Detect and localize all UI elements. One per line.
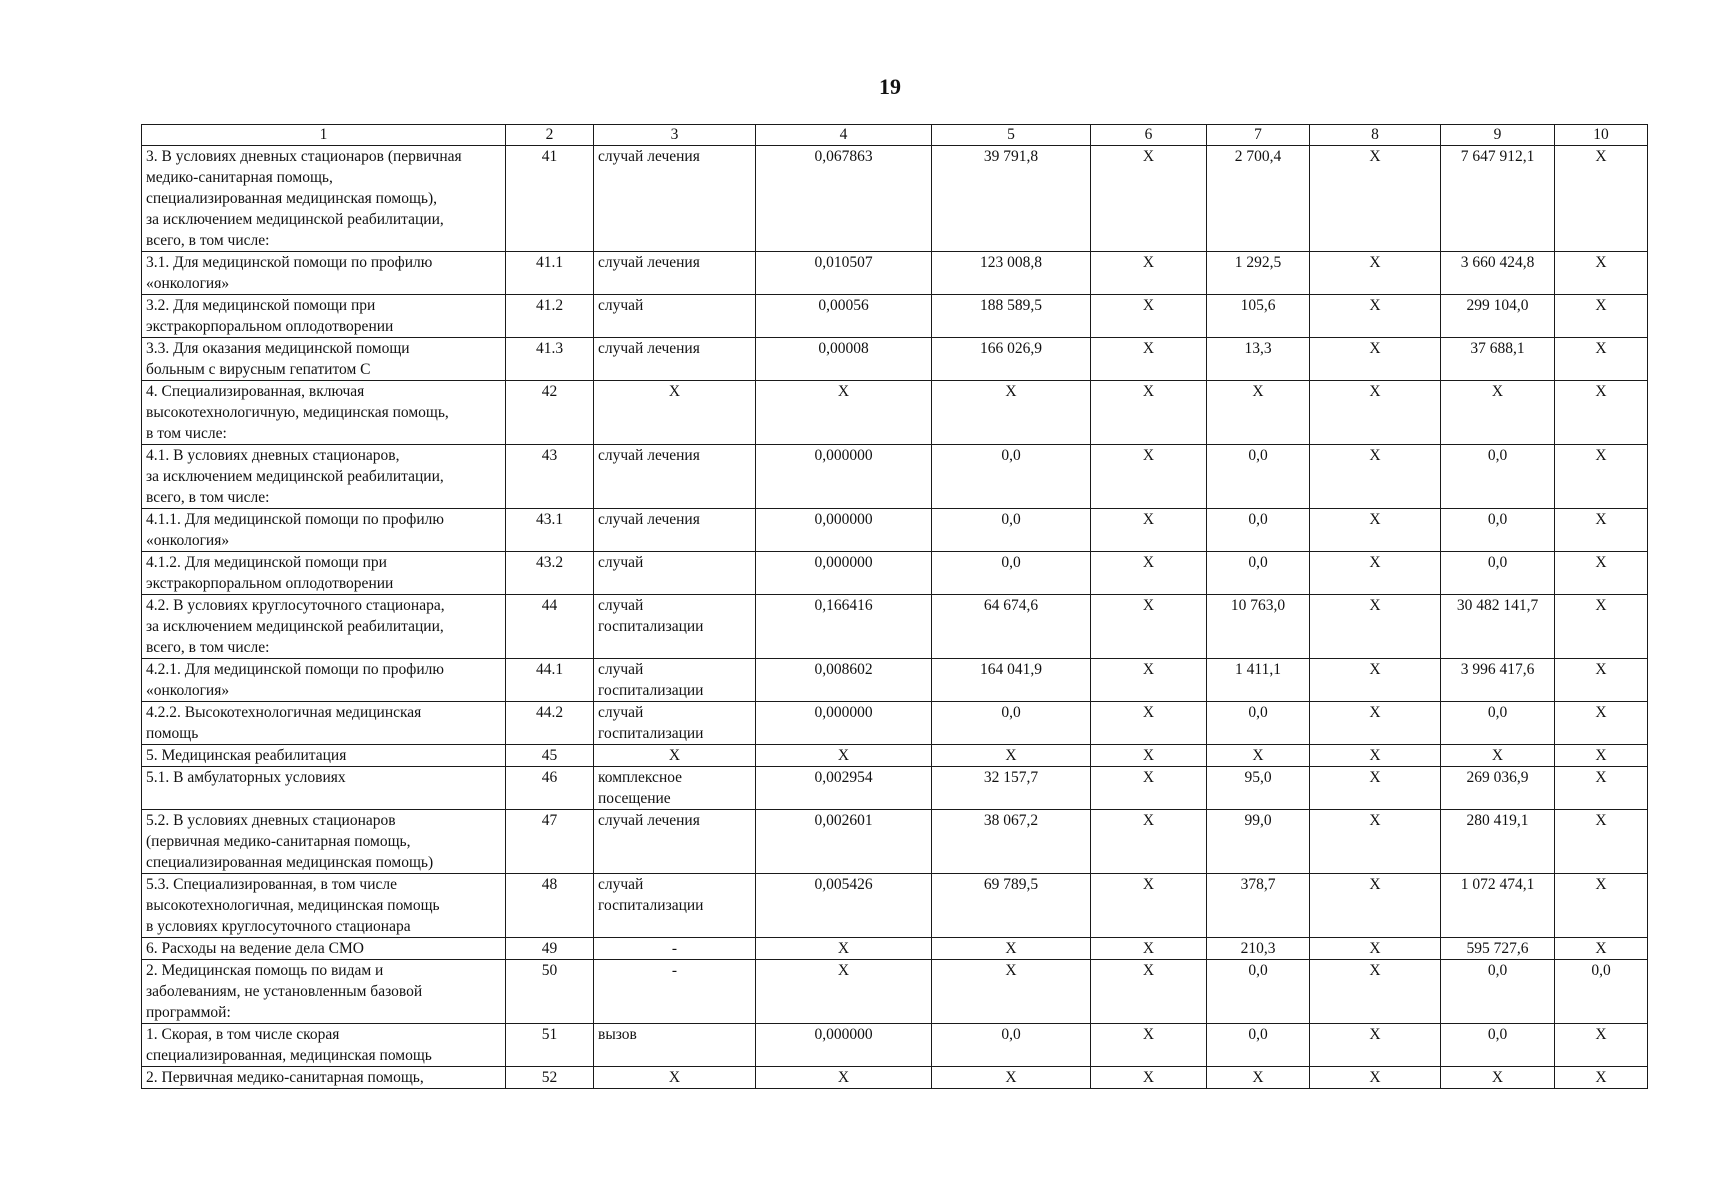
cell-unit: вызов <box>594 1024 756 1067</box>
table-row <box>142 810 1648 874</box>
cell-col-10: X <box>1555 509 1648 552</box>
cell-col-10: X <box>1555 595 1648 659</box>
cell-col-8: X <box>1310 381 1441 445</box>
cell-col-10: X <box>1555 938 1648 960</box>
cell-col-6: X <box>1091 767 1207 810</box>
cell-volume-norm: X <box>756 1067 932 1089</box>
cell-col-9: X <box>1441 381 1555 445</box>
cell-cost-norm: X <box>932 938 1091 960</box>
cell-cost-norm: X <box>932 1067 1091 1089</box>
cell-description: 2. Первичная медико-санитарная помощь, <box>142 1067 506 1089</box>
table-row <box>142 295 1648 338</box>
cell-col-9: X <box>1441 1067 1555 1089</box>
cell-col-7: 0,0 <box>1207 552 1310 595</box>
cell-description: 4.1.2. Для медицинской помощи при экстракорпоральном оплодотворении <box>142 552 506 595</box>
cell-row-code: 46 <box>506 767 594 810</box>
cell-row-code: 50 <box>506 960 594 1024</box>
table-row <box>142 960 1648 1024</box>
cell-col-6: X <box>1091 702 1207 745</box>
table-row <box>142 938 1648 960</box>
cell-col-10: X <box>1555 810 1648 874</box>
cell-col-6: X <box>1091 445 1207 509</box>
cell-unit: случай лечения <box>594 445 756 509</box>
cell-col-7: 1 411,1 <box>1207 659 1310 702</box>
cell-col-7: X <box>1207 381 1310 445</box>
cell-col-6: X <box>1091 146 1207 252</box>
cell-description: 3. В условиях дневных стационаров (первичная медико-санитарная помощь, специализированная медицинская помощь), за исключением медицинской реабилитации, всего, в том числе: <box>142 146 506 252</box>
cell-row-code: 51 <box>506 1024 594 1067</box>
column-header-1: 1 <box>142 125 506 146</box>
cell-col-10: X <box>1555 745 1648 767</box>
cell-col-10: X <box>1555 146 1648 252</box>
cell-volume-norm: 0,166416 <box>756 595 932 659</box>
cell-col-6: X <box>1091 295 1207 338</box>
cell-cost-norm: 38 067,2 <box>932 810 1091 874</box>
cell-row-code: 41.2 <box>506 295 594 338</box>
cell-col-10: X <box>1555 295 1648 338</box>
cell-volume-norm: X <box>756 938 932 960</box>
cell-unit: случай лечения <box>594 146 756 252</box>
cell-cost-norm: 0,0 <box>932 1024 1091 1067</box>
cell-col-6: X <box>1091 960 1207 1024</box>
cell-col-8: X <box>1310 659 1441 702</box>
cell-col-6: X <box>1091 810 1207 874</box>
cell-col-7: 105,6 <box>1207 295 1310 338</box>
cell-col-6: X <box>1091 338 1207 381</box>
cell-col-7: 0,0 <box>1207 445 1310 509</box>
cell-description: 4.2.2. Высокотехнологичная медицинская помощь <box>142 702 506 745</box>
cell-col-7: 378,7 <box>1207 874 1310 938</box>
cell-row-code: 44.2 <box>506 702 594 745</box>
cell-col-9: 0,0 <box>1441 1024 1555 1067</box>
table-row <box>142 509 1648 552</box>
cell-col-9: 0,0 <box>1441 509 1555 552</box>
table-row <box>142 381 1648 445</box>
cell-row-code: 41.1 <box>506 252 594 295</box>
cell-volume-norm: X <box>756 960 932 1024</box>
cell-unit: случай лечения <box>594 810 756 874</box>
cell-description: 4.1. В условиях дневных стационаров, за исключением медицинской реабилитации, всего, в том числе: <box>142 445 506 509</box>
table-row <box>142 338 1648 381</box>
table-row <box>142 1024 1648 1067</box>
cell-col-8: X <box>1310 595 1441 659</box>
cell-col-9: 0,0 <box>1441 552 1555 595</box>
cell-row-code: 43.2 <box>506 552 594 595</box>
cell-unit: случай госпитализации <box>594 702 756 745</box>
cell-col-10: X <box>1555 767 1648 810</box>
cell-description: 5.1. В амбулаторных условиях <box>142 767 506 810</box>
cell-description: 5. Медицинская реабилитация <box>142 745 506 767</box>
cell-volume-norm: 0,067863 <box>756 146 932 252</box>
cell-col-6: X <box>1091 552 1207 595</box>
data-table <box>141 124 1648 1089</box>
cell-col-9: 280 419,1 <box>1441 810 1555 874</box>
cell-row-code: 42 <box>506 381 594 445</box>
table-row <box>142 702 1648 745</box>
cell-col-6: X <box>1091 938 1207 960</box>
cell-col-6: X <box>1091 659 1207 702</box>
cell-description: 2. Медицинская помощь по видам и заболеваниям, не установленным базовой программой: <box>142 960 506 1024</box>
cell-col-8: X <box>1310 445 1441 509</box>
cell-col-7: 10 763,0 <box>1207 595 1310 659</box>
cell-row-code: 49 <box>506 938 594 960</box>
cell-col-8: X <box>1310 509 1441 552</box>
cell-description: 3.3. Для оказания медицинской помощи больным с вирусным гепатитом С <box>142 338 506 381</box>
cell-col-7: 99,0 <box>1207 810 1310 874</box>
cell-row-code: 48 <box>506 874 594 938</box>
cell-volume-norm: 0,000000 <box>756 445 932 509</box>
cell-col-10: X <box>1555 874 1648 938</box>
column-header-8: 8 <box>1310 125 1441 146</box>
cell-col-7: 13,3 <box>1207 338 1310 381</box>
table-row <box>142 745 1648 767</box>
cell-col-7: X <box>1207 745 1310 767</box>
cell-row-code: 45 <box>506 745 594 767</box>
cell-cost-norm: X <box>932 745 1091 767</box>
cell-col-9: 3 660 424,8 <box>1441 252 1555 295</box>
cell-description: 5.2. В условиях дневных стационаров (первичная медико-санитарная помощь, специализированная медицинская помощь) <box>142 810 506 874</box>
column-header-10: 10 <box>1555 125 1648 146</box>
column-header-3: 3 <box>594 125 756 146</box>
cell-cost-norm: 188 589,5 <box>932 295 1091 338</box>
column-header-9: 9 <box>1441 125 1555 146</box>
table-row <box>142 874 1648 938</box>
column-header-6: 6 <box>1091 125 1207 146</box>
cell-col-6: X <box>1091 874 1207 938</box>
cell-col-7: 0,0 <box>1207 702 1310 745</box>
cell-cost-norm: X <box>932 960 1091 1024</box>
cell-volume-norm: X <box>756 745 932 767</box>
cell-unit: - <box>594 938 756 960</box>
cell-volume-norm: 0,000000 <box>756 552 932 595</box>
cell-col-9: 269 036,9 <box>1441 767 1555 810</box>
cell-col-9: 37 688,1 <box>1441 338 1555 381</box>
column-header-4: 4 <box>756 125 932 146</box>
cell-description: 4.1.1. Для медицинской помощи по профилю «онкология» <box>142 509 506 552</box>
cell-col-8: X <box>1310 1067 1441 1089</box>
cell-col-7: 2 700,4 <box>1207 146 1310 252</box>
cell-unit: случай госпитализации <box>594 874 756 938</box>
cell-col-7: 1 292,5 <box>1207 252 1310 295</box>
cell-description: 3.2. Для медицинской помощи при экстракорпоральном оплодотворении <box>142 295 506 338</box>
cell-cost-norm: 32 157,7 <box>932 767 1091 810</box>
cell-col-6: X <box>1091 381 1207 445</box>
cell-row-code: 43 <box>506 445 594 509</box>
cell-row-code: 41.3 <box>506 338 594 381</box>
cell-col-6: X <box>1091 509 1207 552</box>
cell-volume-norm: 0,000000 <box>756 702 932 745</box>
cell-volume-norm: X <box>756 381 932 445</box>
cell-cost-norm: 123 008,8 <box>932 252 1091 295</box>
cell-col-10: 0,0 <box>1555 960 1648 1024</box>
cell-unit: случай лечения <box>594 252 756 295</box>
cell-description: 6. Расходы на ведение дела СМО <box>142 938 506 960</box>
cell-col-9: 595 727,6 <box>1441 938 1555 960</box>
cell-row-code: 44 <box>506 595 594 659</box>
cell-row-code: 47 <box>506 810 594 874</box>
cell-col-7: X <box>1207 1067 1310 1089</box>
column-header-5: 5 <box>932 125 1091 146</box>
cell-unit: случай <box>594 295 756 338</box>
cell-cost-norm: 164 041,9 <box>932 659 1091 702</box>
page-number: 19 <box>879 74 901 99</box>
cell-unit: случай госпитализации <box>594 595 756 659</box>
cell-col-10: X <box>1555 252 1648 295</box>
cell-col-6: X <box>1091 252 1207 295</box>
cell-col-9: 7 647 912,1 <box>1441 146 1555 252</box>
cell-col-9: 30 482 141,7 <box>1441 595 1555 659</box>
cell-volume-norm: 0,000000 <box>756 1024 932 1067</box>
cell-col-8: X <box>1310 146 1441 252</box>
cell-col-10: X <box>1555 445 1648 509</box>
cell-description: 3.1. Для медицинской помощи по профилю «онкология» <box>142 252 506 295</box>
cell-col-7: 0,0 <box>1207 509 1310 552</box>
cell-description: 4.2.1. Для медицинской помощи по профилю «онкология» <box>142 659 506 702</box>
cell-cost-norm: 166 026,9 <box>932 338 1091 381</box>
cell-unit: случай госпитализации <box>594 659 756 702</box>
cell-unit: X <box>594 1067 756 1089</box>
cell-col-8: X <box>1310 552 1441 595</box>
cell-cost-norm: X <box>932 381 1091 445</box>
cell-col-8: X <box>1310 767 1441 810</box>
cell-volume-norm: 0,000000 <box>756 509 932 552</box>
cell-cost-norm: 0,0 <box>932 552 1091 595</box>
cell-col-7: 0,0 <box>1207 960 1310 1024</box>
cell-row-code: 41 <box>506 146 594 252</box>
cell-col-8: X <box>1310 295 1441 338</box>
table-row <box>142 252 1648 295</box>
cell-col-8: X <box>1310 960 1441 1024</box>
cell-col-7: 0,0 <box>1207 1024 1310 1067</box>
table-row <box>142 552 1648 595</box>
cell-cost-norm: 64 674,6 <box>932 595 1091 659</box>
cell-col-6: X <box>1091 745 1207 767</box>
cell-col-9: 1 072 474,1 <box>1441 874 1555 938</box>
table-row <box>142 595 1648 659</box>
cell-volume-norm: 0,00008 <box>756 338 932 381</box>
cell-col-8: X <box>1310 1024 1441 1067</box>
cell-col-10: X <box>1555 381 1648 445</box>
cell-volume-norm: 0,005426 <box>756 874 932 938</box>
cell-volume-norm: 0,00056 <box>756 295 932 338</box>
cell-col-8: X <box>1310 252 1441 295</box>
cell-col-8: X <box>1310 938 1441 960</box>
cell-col-10: X <box>1555 552 1648 595</box>
cell-col-10: X <box>1555 1024 1648 1067</box>
cell-unit: случай лечения <box>594 509 756 552</box>
cell-row-code: 44.1 <box>506 659 594 702</box>
cell-description: 4. Специализированная, включая высокотехнологичную, медицинская помощь, в том числе: <box>142 381 506 445</box>
cell-volume-norm: 0,002601 <box>756 810 932 874</box>
cell-col-10: X <box>1555 338 1648 381</box>
cell-col-9: 299 104,0 <box>1441 295 1555 338</box>
cell-col-10: X <box>1555 659 1648 702</box>
table-row <box>142 1067 1648 1089</box>
cell-row-code: 43.1 <box>506 509 594 552</box>
cell-col-9: 0,0 <box>1441 960 1555 1024</box>
cell-col-9: X <box>1441 745 1555 767</box>
table-row <box>142 659 1648 702</box>
cell-col-7: 95,0 <box>1207 767 1310 810</box>
cell-col-6: X <box>1091 1067 1207 1089</box>
cell-cost-norm: 0,0 <box>932 702 1091 745</box>
cell-unit: комплексное посещение <box>594 767 756 810</box>
cell-col-9: 0,0 <box>1441 445 1555 509</box>
column-header-7: 7 <box>1207 125 1310 146</box>
cell-col-10: X <box>1555 702 1648 745</box>
cell-col-6: X <box>1091 595 1207 659</box>
cell-cost-norm: 0,0 <box>932 509 1091 552</box>
cell-col-7: 210,3 <box>1207 938 1310 960</box>
cell-volume-norm: 0,010507 <box>756 252 932 295</box>
cell-cost-norm: 69 789,5 <box>932 874 1091 938</box>
cell-col-10: X <box>1555 1067 1648 1089</box>
cell-col-8: X <box>1310 810 1441 874</box>
cell-col-6: X <box>1091 1024 1207 1067</box>
cell-col-8: X <box>1310 745 1441 767</box>
cell-col-9: 3 996 417,6 <box>1441 659 1555 702</box>
table-row <box>142 767 1648 810</box>
cell-description: 5.3. Специализированная, в том числе высокотехнологичная, медицинская помощь в условиях круглосуточного стационара <box>142 874 506 938</box>
column-header-2: 2 <box>506 125 594 146</box>
cell-col-8: X <box>1310 338 1441 381</box>
cell-cost-norm: 39 791,8 <box>932 146 1091 252</box>
table-row <box>142 445 1648 509</box>
cell-volume-norm: 0,008602 <box>756 659 932 702</box>
cell-col-8: X <box>1310 702 1441 745</box>
cell-description: 4.2. В условиях круглосуточного стационара, за исключением медицинской реабилитации, всего, в том числе: <box>142 595 506 659</box>
cell-row-code: 52 <box>506 1067 594 1089</box>
cell-description: 1. Скорая, в том числе скорая специализированная, медицинская помощь <box>142 1024 506 1067</box>
cell-col-9: 0,0 <box>1441 702 1555 745</box>
cell-unit: X <box>594 381 756 445</box>
cell-unit: - <box>594 960 756 1024</box>
cell-col-8: X <box>1310 874 1441 938</box>
cell-unit: X <box>594 745 756 767</box>
cell-unit: случай <box>594 552 756 595</box>
cell-volume-norm: 0,002954 <box>756 767 932 810</box>
table-row <box>142 146 1648 252</box>
cell-cost-norm: 0,0 <box>932 445 1091 509</box>
table-header-row <box>142 125 1648 146</box>
cell-unit: случай лечения <box>594 338 756 381</box>
